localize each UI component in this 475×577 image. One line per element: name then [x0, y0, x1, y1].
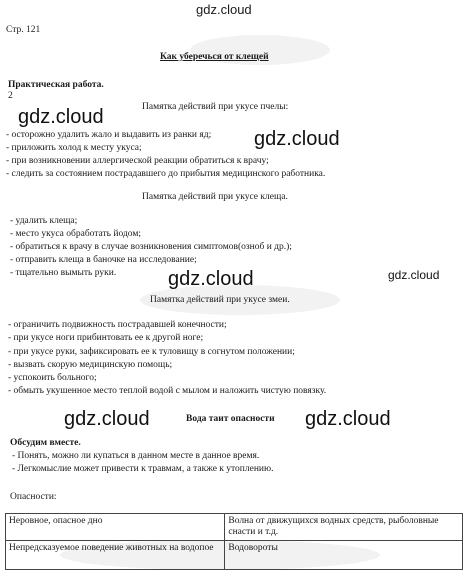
watermark-2: gdz.cloud	[254, 128, 340, 150]
tick-item: - тщательно вымыть руки.	[10, 268, 117, 278]
bee-item: - при возникновении аллергической реакции обратиться к врачу;	[6, 156, 269, 166]
snake-heading: Памятка действий при укусе змеи.	[150, 295, 290, 305]
task-number: 2	[8, 91, 13, 101]
water-item: - Понять, можно ли купаться в данном месте в данное время.	[12, 451, 260, 461]
snake-item: - при укусе руки, зафиксировать ее к туловищу в согнутом положении;	[8, 347, 295, 357]
snake-item: - обмыть укушенное место теплой водой с мылом и наложить чистую повязку.	[8, 386, 327, 396]
snake-item: - ограничить подвижность пострадавшей конечности;	[8, 320, 227, 330]
tick-item: - место укуса обработать йодом;	[10, 229, 141, 239]
bee-heading: Памятка действий при укусе пчелы:	[142, 102, 289, 112]
tick-heading: Памятка действий при укусе клеща.	[142, 192, 288, 202]
watermark-5: gdz.cloud	[64, 408, 150, 430]
snake-item: - при укусе ноги прибинтовать ее к другой ноге;	[8, 333, 204, 343]
table-row	[6, 514, 463, 541]
watermark-1: gdz.cloud	[18, 106, 104, 128]
watermark-4: gdz.cloud	[388, 268, 440, 282]
table-row	[6, 541, 463, 570]
water-heading: Вода таит опасности	[186, 414, 275, 424]
bee-item: - осторожно удалить жало и выдавить из ранки яд;	[6, 130, 212, 140]
section-title: Практическая работа.	[8, 80, 104, 90]
watermark-3: gdz.cloud	[168, 268, 254, 290]
bee-item: - следить за состоянием пострадавшего до прибытия медицинского работника.	[6, 169, 326, 179]
table-cell: Волна от движущихся водных средств, рыболовные снасти и т.д.	[225, 514, 463, 541]
tick-item: - отправить клеща в баночке на исследование;	[10, 255, 197, 265]
snake-item: - вызвать скорую медицинскую помощь;	[8, 360, 173, 370]
dangers-table	[5, 513, 463, 570]
table-cell: Непредсказуемое поведение животных на водопое	[6, 541, 225, 570]
dangers-label: Опасности:	[10, 492, 57, 502]
page-number: Стр. 121	[6, 25, 41, 35]
table-cell: Неровное, опасное дно	[6, 514, 225, 541]
watermark-top: gdz.cloud	[196, 2, 252, 17]
page-title: Как уберечься от клещей	[160, 52, 269, 62]
watermark-6: gdz.cloud	[305, 408, 391, 430]
discuss-heading: Обсудим вместе.	[10, 438, 81, 448]
tick-item: - удалить клеща;	[10, 216, 78, 226]
bee-item: - приложить холод к месту укуса;	[6, 143, 142, 153]
table-cell: Водовороты	[225, 541, 463, 570]
snake-item: - успокоить больного;	[8, 373, 97, 383]
water-item: - Легкомыслие может привести к травмам, а также к утоплению.	[12, 464, 274, 474]
tick-item: - обратиться к врачу в случае возникновения симптомов(озноб и др.);	[10, 242, 292, 252]
